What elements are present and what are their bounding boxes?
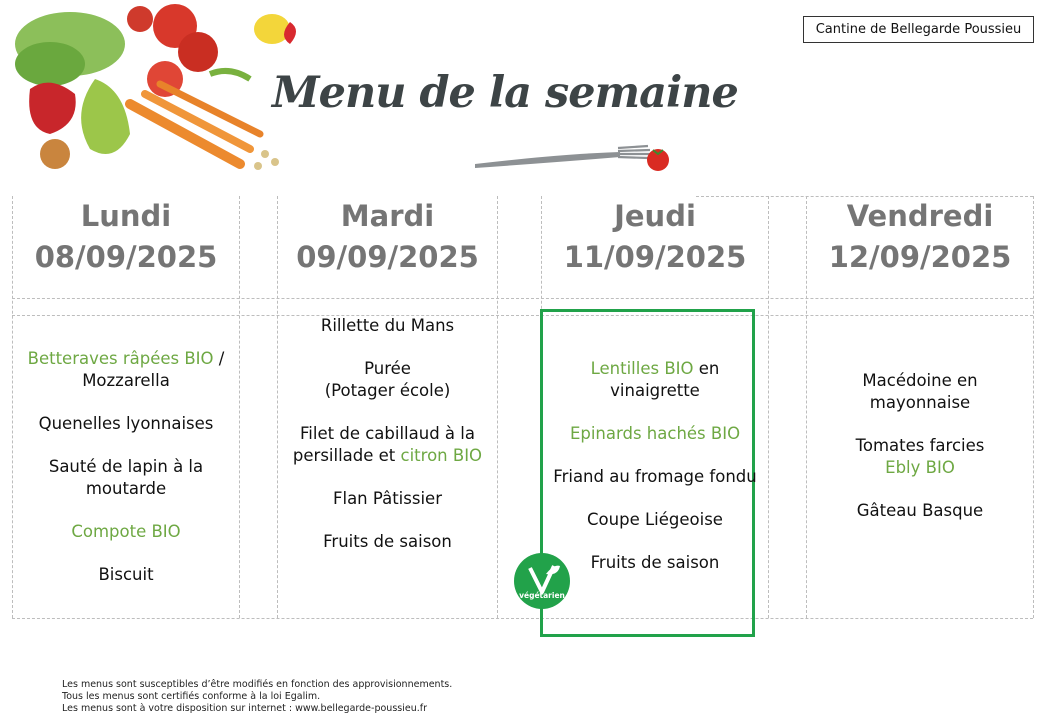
day-date: 09/09/2025 bbox=[296, 240, 479, 274]
bio-label: citron BIO bbox=[400, 446, 483, 465]
menu-item: Lentilles BIO en vinaigrette bbox=[590, 359, 720, 400]
vegetables-illustration bbox=[10, 4, 310, 184]
day-date: 11/09/2025 bbox=[563, 240, 747, 274]
menu-mardi bbox=[279, 315, 496, 553]
menu-item: Tomates farcies bbox=[855, 436, 985, 455]
day-name: Mardi bbox=[340, 199, 435, 233]
footer-line: Les menus sont susceptibles d’être modifiés en fonction des approvisionnements. bbox=[62, 679, 453, 690]
menu-item: Friand au fromage fondu bbox=[553, 467, 757, 486]
day-date: 08/09/2025 bbox=[34, 240, 218, 274]
grid-line bbox=[12, 298, 1033, 299]
menu-item: Gâteau Basque bbox=[856, 501, 984, 520]
menu-item: Coupe Liégeoise bbox=[587, 510, 723, 529]
day-header-jeudi bbox=[541, 196, 769, 278]
menu-item: Betteraves râpées BIO / Mozzarella bbox=[27, 349, 225, 390]
menu-item: Flan Pâtissier bbox=[333, 489, 442, 508]
menu-vendredi bbox=[808, 370, 1032, 522]
menu-item: Purée bbox=[364, 359, 411, 378]
menu-item: Fruits de saison bbox=[590, 553, 720, 572]
bio-label: Betteraves râpées BIO bbox=[27, 349, 214, 368]
menu-item: (Potager école) bbox=[324, 381, 451, 400]
menu-item: Macédoine en mayonnaise bbox=[862, 371, 978, 412]
cantine-label: Cantine de Bellegarde Poussieu bbox=[803, 16, 1034, 43]
vegetarian-badge-label: végétarien bbox=[519, 591, 565, 600]
menu-item: Compote BIO bbox=[71, 522, 181, 541]
footer-line: Les menus sont à votre disposition sur internet : www.bellegarde-poussieu.fr bbox=[62, 703, 427, 714]
day-header-vendredi bbox=[806, 196, 1034, 278]
bio-label: Lentilles BIO bbox=[590, 359, 694, 378]
menu-item: Fruits de saison bbox=[323, 532, 452, 551]
vegetarian-leaf-icon bbox=[513, 552, 571, 610]
menu-lundi bbox=[14, 348, 238, 586]
day-name: Vendredi bbox=[846, 199, 994, 233]
day-header-lundi bbox=[12, 196, 240, 278]
menu-item: Rillette du Mans bbox=[320, 316, 455, 335]
menu-item: Filet de cabillaud à la persillade et citron BIO bbox=[292, 424, 483, 465]
day-header-mardi bbox=[277, 196, 498, 278]
footer-line: Tous les menus sont certifiés conforme à la loi Egalim. bbox=[62, 691, 321, 702]
menu-item: Ebly BIO bbox=[885, 458, 955, 477]
menu-item: Sauté de lapin à la moutarde bbox=[48, 457, 204, 498]
grid-line bbox=[12, 618, 1033, 619]
menu-item: Epinards hachés BIO bbox=[569, 424, 741, 443]
vegetarian-badge bbox=[513, 552, 571, 610]
fork-icon bbox=[470, 140, 680, 175]
day-name: Lundi bbox=[80, 199, 172, 233]
footer-notes bbox=[62, 679, 452, 715]
menu-jeudi bbox=[546, 358, 764, 574]
day-name: Jeudi bbox=[614, 199, 696, 233]
page-title: Menu de la semaine bbox=[272, 68, 738, 118]
menu-item: Biscuit bbox=[98, 565, 154, 584]
day-date: 12/09/2025 bbox=[828, 240, 1012, 274]
grid-line bbox=[12, 315, 1033, 316]
menu-item: Quenelles lyonnaises bbox=[38, 414, 214, 433]
